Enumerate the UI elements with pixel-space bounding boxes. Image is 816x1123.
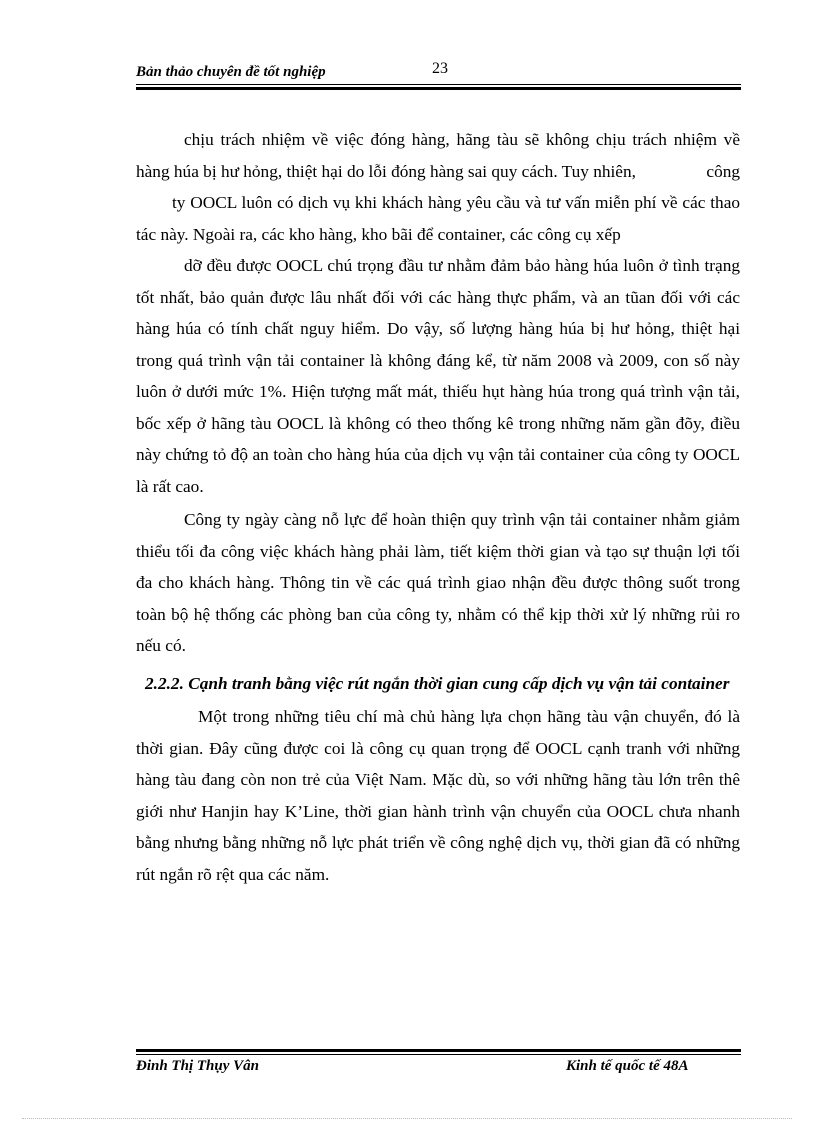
section-heading: 2.2.2. Cạnh tranh bằng việc rút ngắn thời gian cung cấp dịch vụ vận tải container	[145, 673, 730, 693]
header-rule-thick	[136, 87, 741, 90]
paragraph-1	[136, 124, 740, 187]
footer-author: Đinh Thị Thụy Vân	[136, 1058, 259, 1074]
footer-rule-thin	[136, 1054, 741, 1055]
paragraph-2: ty OOCL luôn có dịch vụ khi khách hàng yêu cầu và tư vấn miễn phí về các thao tác này. Ngoài ra, các kho hàng, kho bãi để container, các công cụ xếp	[136, 193, 740, 244]
footer-rule-thick	[136, 1049, 741, 1052]
document-body	[136, 124, 740, 890]
paragraph-1-text: chịu trách nhiệm về việc đóng hàng, hãng tàu sẽ không chịu trách nhiệm về hàng húa bị hư hỏng, thiệt hại do lỗi đóng hàng sai quy cách. Tuy nhiên,	[136, 130, 740, 181]
paragraph-5: Một trong những tiêu chí mà chủ hàng lựa chọn hãng tàu vận chuyển, đó là thời gian. Đây cũng được coi là công cụ quan trọng để OOCL cạnh tranh với những hàng tàu đang còn non trẻ của Việt Nam. Mặc dù, so với những hãng tàu lớn trên thê giới như Hanjin hay K’Line, thời gian hành trình vận chuyển của OOCL chưa nhanh bằng nhưng bằng những nỗ lực phát triển về công nghệ dịch vụ, thời gian đã có những rút ngắn rõ rệt qua các năm.	[136, 707, 740, 884]
page-edge-divider	[22, 1118, 792, 1119]
paragraph-1-tail: công	[706, 161, 740, 181]
page-number: 23	[432, 60, 448, 77]
paragraph-3: dỡ đều được OOCL chú trọng đầu tư nhằm đảm bảo hàng húa luôn ở tình trạng tốt nhất, bảo quản được lâu nhất đối với các hàng thực phẩm, và an tũan đối với các hàng húa có tính chất nguy hiểm. Do vậy, số lượng hàng húa bị hư hỏng, thiệt hại trong quá trình vận tải container là không đáng kể, từ năm 2008 và 2009, con số này luôn ở dưới mức 1%. Hiện tượng mất mát, thiếu hụt hàng húa trong quá trình vận tải, bốc xếp ở hãng tàu OOCL là không có theo thống kê trong những năm gần đõy, điều này chứng tỏ độ an toàn cho hàng húa của dịch vụ vận tải container của công ty OOCL là rất cao.	[136, 256, 740, 496]
paragraph-4: Công ty ngày càng nỗ lực để hoàn thiện quy trình vận tải container nhằm giảm thiểu tối đa công việc khách hàng phải làm, tiết kiệm thời gian và tạo sự thuận lợi tối đa cho khách hàng. Thông tin về các quá trình giao nhận đều được thông suốt trong toàn bộ hệ thống các phòng ban của công ty, nhằm có thể kịp thời xử lý những rủi ro nếu có.	[136, 510, 740, 655]
header-title: Bản thảo chuyên đề tốt nghiệp	[136, 64, 326, 80]
header-rule-thin	[136, 84, 741, 85]
footer-class: Kinh tế quốc tế 48A	[566, 1058, 689, 1074]
